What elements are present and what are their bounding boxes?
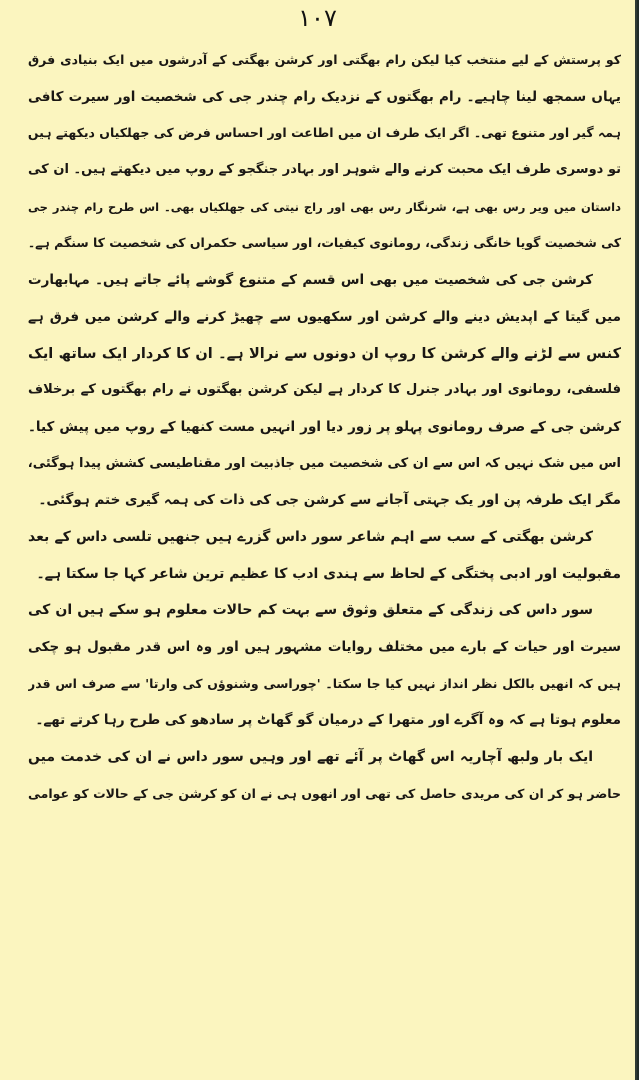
page-number: ۱۰۷ bbox=[298, 4, 337, 32]
text-line: کی شخصیت گویا خانگی زندگی، رومانوی کیفیات، اور سیاسی حکمراں کی شخصیت کا سنگم ہے۔ bbox=[28, 235, 621, 251]
text-line: سور داس کی زندگی کے متعلق وثوق سے بہت کم حالات معلوم ہو سکے ہیں ان کی bbox=[28, 602, 593, 619]
text-line: ہمہ گیر اور متنوع تھی۔ اگر ایک طرف ان میں اطاعت اور احساس فرض کی جھلکیاں دیکھتے ہیں bbox=[28, 125, 621, 141]
text-line: سیرت اور حیات کے بارے میں مختلف روایات مشہور ہیں اور وہ اس قدر مقبول ہو چکی bbox=[28, 639, 621, 655]
text-line: مقبولیت اور ادبی پختگی کے لحاظ سے ہندی ادب کا عظیم ترین شاعر کہا جا سکتا ہے۔ bbox=[36, 565, 621, 582]
text-line: تو دوسری طرف ایک محبت کرنے والے شوہر اور بہادر جنگجو کے روپ میں دیکھتے ہیں۔ ان کی bbox=[28, 162, 621, 178]
text-line: کرشن جی کی شخصیت میں بھی اس قسم کے متنوع گوشے پائے جاتے ہیں۔ مہابھارت bbox=[28, 272, 593, 289]
text-line: کنس سے لڑنے والے کرشن کا روپ ان دونوں سے نرالا ہے۔ ان کا کردار ایک ساتھ ایک bbox=[28, 345, 621, 362]
text-line: فلسفی، رومانوی اور بہادر جنرل کا کردار ہے لیکن کرشن بھگتوں نے رام بھگتوں کے برخلاف bbox=[28, 382, 621, 398]
text-line: ہیں کہ انھیں بالکل نظر انداز نہیں کیا جا سکتا۔ 'چوراسی وشنوؤں کی وارتا' سے صرف اس قدر bbox=[28, 675, 621, 691]
text-line: داستان میں ویر رس بھی ہے، شرنگار رس بھی اور راج نیتی کی جھلکیاں بھی۔ اس طرح رام چندر جی bbox=[28, 199, 621, 214]
text-line: حاضر ہو کر ان کی مریدی حاصل کی تھی اور انھوں ہی نے ان کو کرشن جی کے حالات کو عوامی bbox=[28, 785, 621, 801]
text-line: کرشن بھگتی کے سب سے اہم شاعر سور داس گزرے ہیں جنھیں تلسی داس کے بعد bbox=[28, 528, 593, 545]
page-body-text bbox=[28, 42, 621, 812]
text-line: میں گیتا کے اپدیش دینے والے کرشن اور سکھیوں سے چھیڑ کرنے والے کرشن میں فرق ہے bbox=[28, 308, 621, 325]
text-line: کرشن جی کے صرف رومانوی پہلو پر زور دیا اور انہیں مست کنھیا کے روپ میں پیش کیا۔ bbox=[28, 418, 621, 435]
text-line: ایک بار ولبھ آچاریہ اس گھاٹ پر آئے تھے اور وہیں سور داس نے ان کی خدمت میں bbox=[28, 749, 593, 766]
text-line: معلوم ہوتا ہے کہ وہ آگرے اور متھرا کے درمیان گو گھاٹ پر سادھو کی طرح رہا کرتے تھے۔ bbox=[35, 712, 621, 729]
text-line: کو پرستش کے لیے منتخب کیا لیکن رام بھگتی اور کرشن بھگتی کے آدرشوں میں ایک بنیادی فرق bbox=[28, 52, 621, 67]
text-line: مگر ایک طرفہ پن اور یک جہتی آجانے سے کرشن جی کی ذات کی ہمہ گیری ختم ہوگئی۔ bbox=[38, 492, 621, 509]
text-line: یہاں سمجھ لینا چاہیے۔ رام بھگتوں کے نزدیک رام چندر جی کی شخصیت اور سیرت کافی bbox=[28, 88, 621, 105]
text-line: اس میں شک نہیں کہ اس سے ان کی شخصیت میں جاذبیت اور مقناطیسی کشش پیدا ہوگئی، bbox=[28, 455, 621, 471]
